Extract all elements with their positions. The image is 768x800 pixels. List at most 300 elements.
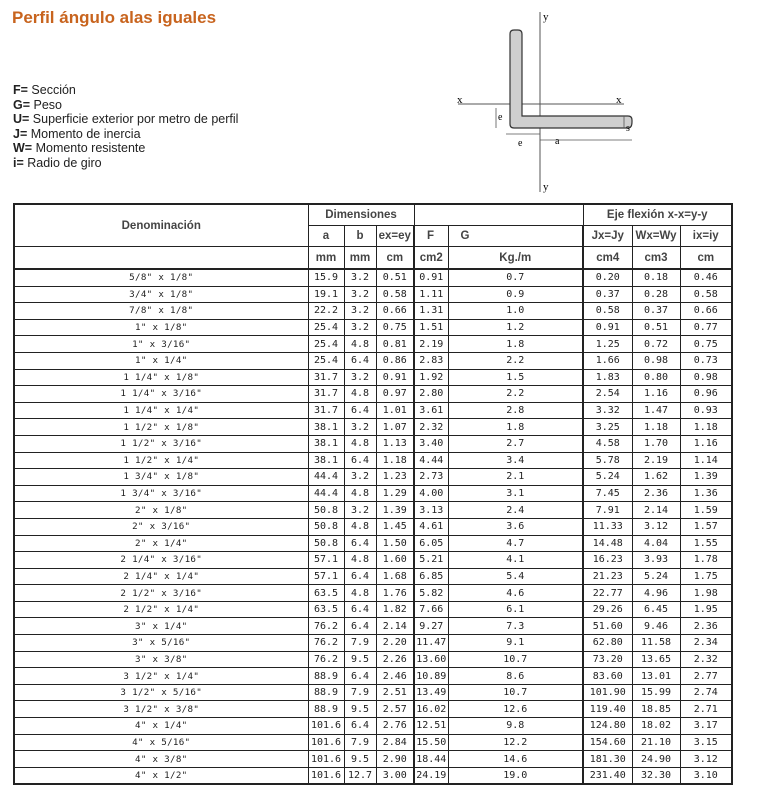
legend-key: J=: [13, 126, 28, 141]
cell-G: 4.6: [448, 585, 583, 602]
cell-W: 6.45: [632, 601, 680, 618]
unit-J: cm4: [583, 247, 632, 270]
cell-i: 0.98: [680, 369, 732, 386]
header-dimensiones: Dimensiones: [308, 204, 414, 226]
cell-F: 2.73: [414, 469, 448, 486]
cell-b: 6.4: [344, 718, 376, 735]
legend-text: Superficie exterior por metro de perfil: [29, 112, 239, 127]
cell-i: 3.17: [680, 718, 732, 735]
cell-W: 13.65: [632, 651, 680, 668]
cell-ex: 2.26: [376, 651, 414, 668]
table-row: [14, 751, 732, 768]
cell-F: 5.21: [414, 552, 448, 569]
cell-b: 3.2: [344, 502, 376, 519]
cell-G: 2.1: [448, 469, 583, 486]
cell-a: 63.5: [308, 601, 344, 618]
cell-a: 101.6: [308, 767, 344, 784]
axis-x-right-label: x: [616, 94, 622, 106]
table-row: [14, 452, 732, 469]
cell-a: 25.4: [308, 352, 344, 369]
label-a: a: [555, 136, 560, 147]
cell-i: 2.74: [680, 684, 732, 701]
cell-i: 1.18: [680, 419, 732, 436]
table-row: [14, 502, 732, 519]
cell-G: 1.8: [448, 336, 583, 353]
cell-denominacion: 2 1/2" x 1/4": [14, 601, 308, 618]
cell-ex: 2.46: [376, 668, 414, 685]
cell-F: 2.32: [414, 419, 448, 436]
cell-W: 0.51: [632, 319, 680, 336]
table-row: [14, 535, 732, 552]
cell-b: 9.5: [344, 701, 376, 718]
cell-F: 3.13: [414, 502, 448, 519]
cell-F: 4.44: [414, 452, 448, 469]
cell-G: 2.7: [448, 435, 583, 452]
unit-F: cm2: [414, 247, 448, 270]
cell-G: 14.6: [448, 751, 583, 768]
unit-i: cm: [680, 247, 732, 270]
cell-G: 3.6: [448, 518, 583, 535]
cell-b: 4.8: [344, 485, 376, 502]
table-row: [14, 684, 732, 701]
cell-i: 3.12: [680, 751, 732, 768]
cell-W: 5.24: [632, 568, 680, 585]
cell-ex: 1.82: [376, 601, 414, 618]
cell-ex: 0.66: [376, 303, 414, 320]
cell-b: 3.2: [344, 469, 376, 486]
cell-denominacion: 4" x 3/8": [14, 751, 308, 768]
axis-y-top-label: y: [543, 11, 549, 23]
cell-J: 73.20: [583, 651, 632, 668]
cell-W: 2.19: [632, 452, 680, 469]
unit-ex: cm: [376, 247, 414, 270]
cell-denominacion: 5/8" x 1/8": [14, 269, 308, 286]
cell-denominacion: 2 1/2" x 3/16": [14, 585, 308, 602]
cell-a: 76.2: [308, 651, 344, 668]
cell-denominacion: 3 1/2" x 1/4": [14, 668, 308, 685]
cell-ex: 2.20: [376, 635, 414, 652]
cell-denominacion: 2" x 1/8": [14, 502, 308, 519]
cell-J: 16.23: [583, 552, 632, 569]
cell-ex: 1.18: [376, 452, 414, 469]
cell-G: 9.8: [448, 718, 583, 735]
legend-text: Radio de giro: [23, 155, 102, 170]
cell-ex: 1.39: [376, 502, 414, 519]
cell-F: 7.66: [414, 601, 448, 618]
cell-b: 3.2: [344, 269, 376, 286]
legend-item: [13, 156, 238, 171]
cell-J: 0.37: [583, 286, 632, 303]
cell-b: 4.8: [344, 336, 376, 353]
unit-b: mm: [344, 247, 376, 270]
cell-F: 2.19: [414, 336, 448, 353]
cell-F: 5.82: [414, 585, 448, 602]
cell-a: 88.9: [308, 684, 344, 701]
table-row: [14, 419, 732, 436]
table-row: [14, 734, 732, 751]
cell-denominacion: 1 1/4" x 1/8": [14, 369, 308, 386]
cell-b: 6.4: [344, 535, 376, 552]
cell-F: 6.05: [414, 535, 448, 552]
cell-denominacion: 3/4" x 1/8": [14, 286, 308, 303]
cell-W: 4.04: [632, 535, 680, 552]
cell-i: 2.77: [680, 668, 732, 685]
cell-J: 3.32: [583, 402, 632, 419]
table-row: [14, 585, 732, 602]
table-row: [14, 469, 732, 486]
cell-W: 4.96: [632, 585, 680, 602]
cell-F: 3.61: [414, 402, 448, 419]
cell-i: 0.77: [680, 319, 732, 336]
cell-W: 15.99: [632, 684, 680, 701]
cell-i: 1.55: [680, 535, 732, 552]
cell-denominacion: 3" x 5/16": [14, 635, 308, 652]
header-a: a: [308, 226, 344, 247]
cell-W: 1.16: [632, 386, 680, 403]
table-row: [14, 269, 732, 286]
cell-b: 4.8: [344, 585, 376, 602]
legend-key: G=: [13, 97, 31, 112]
cell-a: 50.8: [308, 535, 344, 552]
cell-W: 1.62: [632, 469, 680, 486]
cell-denominacion: 1" x 1/8": [14, 319, 308, 336]
unit-a: mm: [308, 247, 344, 270]
cell-a: 101.6: [308, 734, 344, 751]
cell-b: 9.5: [344, 751, 376, 768]
header-unit-blank: [14, 247, 308, 270]
legend-item: [13, 127, 238, 142]
label-ex: e: [498, 112, 503, 123]
cell-a: 19.1: [308, 286, 344, 303]
legend-key: F=: [13, 83, 28, 97]
cell-J: 154.60: [583, 734, 632, 751]
cell-denominacion: 1 3/4" x 3/16": [14, 485, 308, 502]
header-b: b: [344, 226, 376, 247]
cell-denominacion: 3" x 1/4": [14, 618, 308, 635]
cell-ex: 3.00: [376, 767, 414, 784]
cell-b: 6.4: [344, 352, 376, 369]
table-row: [14, 635, 732, 652]
cell-G: 5.4: [448, 568, 583, 585]
cell-W: 9.46: [632, 618, 680, 635]
cell-a: 25.4: [308, 336, 344, 353]
cell-denominacion: 1 1/2" x 3/16": [14, 435, 308, 452]
cell-a: 38.1: [308, 419, 344, 436]
cell-i: 1.78: [680, 552, 732, 569]
cell-F: 15.50: [414, 734, 448, 751]
legend-item: [13, 112, 238, 127]
cell-a: 88.9: [308, 668, 344, 685]
cell-i: 0.93: [680, 402, 732, 419]
cell-i: 1.95: [680, 601, 732, 618]
cell-J: 62.80: [583, 635, 632, 652]
cell-G: 2.2: [448, 386, 583, 403]
cell-ex: 0.51: [376, 269, 414, 286]
legend-text: Momento resistente: [32, 141, 146, 156]
cell-F: 16.02: [414, 701, 448, 718]
cell-J: 11.33: [583, 518, 632, 535]
cell-b: 6.4: [344, 668, 376, 685]
cell-ex: 1.60: [376, 552, 414, 569]
cell-W: 1.70: [632, 435, 680, 452]
legend-key: i=: [13, 155, 24, 170]
cell-b: 7.9: [344, 684, 376, 701]
cell-i: 1.14: [680, 452, 732, 469]
cell-denominacion: 7/8" x 1/8": [14, 303, 308, 320]
cell-G: 7.3: [448, 618, 583, 635]
cell-b: 7.9: [344, 635, 376, 652]
cell-G: 12.2: [448, 734, 583, 751]
legend-key: W=: [13, 141, 33, 156]
cell-a: 76.2: [308, 635, 344, 652]
cell-F: 13.49: [414, 684, 448, 701]
cell-G: 10.7: [448, 684, 583, 701]
cell-J: 4.58: [583, 435, 632, 452]
table-row: [14, 767, 732, 784]
cell-b: 4.8: [344, 435, 376, 452]
cell-b: 4.8: [344, 386, 376, 403]
header-W: Wx=Wy: [632, 226, 680, 247]
cell-J: 1.83: [583, 369, 632, 386]
cell-a: 22.2: [308, 303, 344, 320]
table-row: [14, 651, 732, 668]
cell-a: 31.7: [308, 402, 344, 419]
table-row: [14, 618, 732, 635]
cell-ex: 0.81: [376, 336, 414, 353]
cell-G: 1.0: [448, 303, 583, 320]
legend-item: [13, 83, 238, 98]
cell-J: 2.54: [583, 386, 632, 403]
cell-i: 0.66: [680, 303, 732, 320]
header-G: G: [448, 226, 583, 247]
cell-i: 1.98: [680, 585, 732, 602]
cell-ex: 0.97: [376, 386, 414, 403]
table-row: [14, 435, 732, 452]
cell-W: 0.98: [632, 352, 680, 369]
cell-F: 2.83: [414, 352, 448, 369]
cell-W: 24.90: [632, 751, 680, 768]
cell-i: 1.59: [680, 502, 732, 519]
cell-J: 0.20: [583, 269, 632, 286]
cell-i: 2.71: [680, 701, 732, 718]
cell-J: 3.25: [583, 419, 632, 436]
cell-ex: 0.91: [376, 369, 414, 386]
cell-W: 0.80: [632, 369, 680, 386]
cell-G: 2.8: [448, 402, 583, 419]
cell-i: 0.58: [680, 286, 732, 303]
cell-J: 5.78: [583, 452, 632, 469]
cell-W: 0.72: [632, 336, 680, 353]
legend-text: Peso: [30, 97, 62, 112]
table-row: [14, 485, 732, 502]
cell-J: 14.48: [583, 535, 632, 552]
table-row: [14, 668, 732, 685]
cell-ex: 1.01: [376, 402, 414, 419]
cell-F: 6.85: [414, 568, 448, 585]
cell-F: 13.60: [414, 651, 448, 668]
profile-table: [13, 203, 733, 785]
cell-b: 3.2: [344, 319, 376, 336]
cell-a: 38.1: [308, 435, 344, 452]
table-row: [14, 701, 732, 718]
cell-ex: 0.86: [376, 352, 414, 369]
header-i: ix=iy: [680, 226, 732, 247]
cell-denominacion: 4" x 1/2": [14, 767, 308, 784]
cell-a: 63.5: [308, 585, 344, 602]
header-ex: ex=ey: [376, 226, 414, 247]
cell-ex: 0.75: [376, 319, 414, 336]
cell-G: 19.0: [448, 767, 583, 784]
cell-b: 9.5: [344, 651, 376, 668]
cell-W: 3.12: [632, 518, 680, 535]
cell-i: 2.32: [680, 651, 732, 668]
legend-item: [13, 98, 238, 113]
table-row: [14, 552, 732, 569]
cell-ex: 1.07: [376, 419, 414, 436]
cell-i: 0.46: [680, 269, 732, 286]
cell-G: 3.1: [448, 485, 583, 502]
header-blank: [414, 204, 583, 226]
cell-ex: 1.68: [376, 568, 414, 585]
cell-F: 10.89: [414, 668, 448, 685]
header-F: F: [414, 226, 448, 247]
cell-ex: 2.84: [376, 734, 414, 751]
cell-F: 2.80: [414, 386, 448, 403]
cell-J: 7.91: [583, 502, 632, 519]
cell-G: 4.1: [448, 552, 583, 569]
cell-a: 31.7: [308, 369, 344, 386]
cell-W: 21.10: [632, 734, 680, 751]
cell-denominacion: 3 1/2" x 3/8": [14, 701, 308, 718]
cell-denominacion: 1 1/2" x 1/8": [14, 419, 308, 436]
cell-a: 50.8: [308, 502, 344, 519]
table-row: [14, 369, 732, 386]
cell-W: 2.36: [632, 485, 680, 502]
cell-ex: 2.51: [376, 684, 414, 701]
cell-J: 83.60: [583, 668, 632, 685]
cell-b: 3.2: [344, 303, 376, 320]
cell-denominacion: 4" x 5/16": [14, 734, 308, 751]
cell-F: 4.00: [414, 485, 448, 502]
cell-b: 3.2: [344, 419, 376, 436]
cell-J: 7.45: [583, 485, 632, 502]
cell-ex: 1.76: [376, 585, 414, 602]
table-row: [14, 303, 732, 320]
cell-a: 25.4: [308, 319, 344, 336]
axis-y-bottom-label: y: [543, 181, 549, 193]
cell-G: 1.5: [448, 369, 583, 386]
cell-a: 50.8: [308, 518, 344, 535]
cell-W: 11.58: [632, 635, 680, 652]
table-row: [14, 518, 732, 535]
angle-profile-diagram: [448, 8, 638, 198]
header-denominacion: Denominación: [14, 204, 308, 247]
cell-b: 7.9: [344, 734, 376, 751]
legend-text: Momento de inercia: [27, 126, 141, 141]
cell-ex: 0.58: [376, 286, 414, 303]
table-row: [14, 568, 732, 585]
cell-W: 18.02: [632, 718, 680, 735]
cell-J: 0.58: [583, 303, 632, 320]
cell-ex: 2.90: [376, 751, 414, 768]
cell-J: 0.91: [583, 319, 632, 336]
cell-F: 12.51: [414, 718, 448, 735]
unit-G: Kg./m: [448, 247, 583, 270]
cell-i: 0.73: [680, 352, 732, 369]
cell-ex: 1.50: [376, 535, 414, 552]
cell-F: 9.27: [414, 618, 448, 635]
cell-i: 1.36: [680, 485, 732, 502]
page-title: Perfil ángulo alas iguales: [12, 8, 217, 27]
cell-J: 1.25: [583, 336, 632, 353]
cell-denominacion: 1 3/4" x 1/8": [14, 469, 308, 486]
legend-item: [13, 141, 238, 156]
cell-a: 44.4: [308, 485, 344, 502]
cell-i: 3.10: [680, 767, 732, 784]
cell-G: 2.2: [448, 352, 583, 369]
label-s: s: [626, 123, 630, 134]
cell-F: 18.44: [414, 751, 448, 768]
cell-b: 6.4: [344, 618, 376, 635]
cell-ex: 2.76: [376, 718, 414, 735]
cell-b: 3.2: [344, 286, 376, 303]
table-row: [14, 402, 732, 419]
cell-b: 6.4: [344, 601, 376, 618]
cell-denominacion: 1" x 3/16": [14, 336, 308, 353]
cell-G: 8.6: [448, 668, 583, 685]
cell-G: 3.4: [448, 452, 583, 469]
cell-denominacion: 1" x 1/4": [14, 352, 308, 369]
cell-a: 88.9: [308, 701, 344, 718]
cell-G: 0.9: [448, 286, 583, 303]
cell-ex: 2.14: [376, 618, 414, 635]
table-row: [14, 601, 732, 618]
cell-F: 24.19: [414, 767, 448, 784]
legend-key: U=: [13, 112, 30, 127]
cell-a: 101.6: [308, 751, 344, 768]
cell-J: 231.40: [583, 767, 632, 784]
cell-ex: 1.23: [376, 469, 414, 486]
cell-J: 22.77: [583, 585, 632, 602]
cell-G: 1.2: [448, 319, 583, 336]
cell-a: 44.4: [308, 469, 344, 486]
cell-W: 0.18: [632, 269, 680, 286]
header-J: Jx=Jy: [583, 226, 632, 247]
cell-W: 1.47: [632, 402, 680, 419]
table-row: [14, 718, 732, 735]
label-ey: e: [518, 138, 523, 149]
cell-a: 38.1: [308, 452, 344, 469]
unit-W: cm3: [632, 247, 680, 270]
table-row: [14, 319, 732, 336]
cell-G: 1.8: [448, 419, 583, 436]
cell-i: 1.16: [680, 435, 732, 452]
cell-W: 0.28: [632, 286, 680, 303]
cell-W: 1.18: [632, 419, 680, 436]
cell-J: 119.40: [583, 701, 632, 718]
cell-ex: 1.45: [376, 518, 414, 535]
cell-i: 1.57: [680, 518, 732, 535]
cell-i: 0.96: [680, 386, 732, 403]
table-row: [14, 386, 732, 403]
cell-a: 31.7: [308, 386, 344, 403]
cell-W: 32.30: [632, 767, 680, 784]
cell-denominacion: 2 1/4" x 3/16": [14, 552, 308, 569]
cell-G: 9.1: [448, 635, 583, 652]
cell-G: 2.4: [448, 502, 583, 519]
cell-J: 1.66: [583, 352, 632, 369]
legend-text: Sección: [27, 83, 76, 97]
